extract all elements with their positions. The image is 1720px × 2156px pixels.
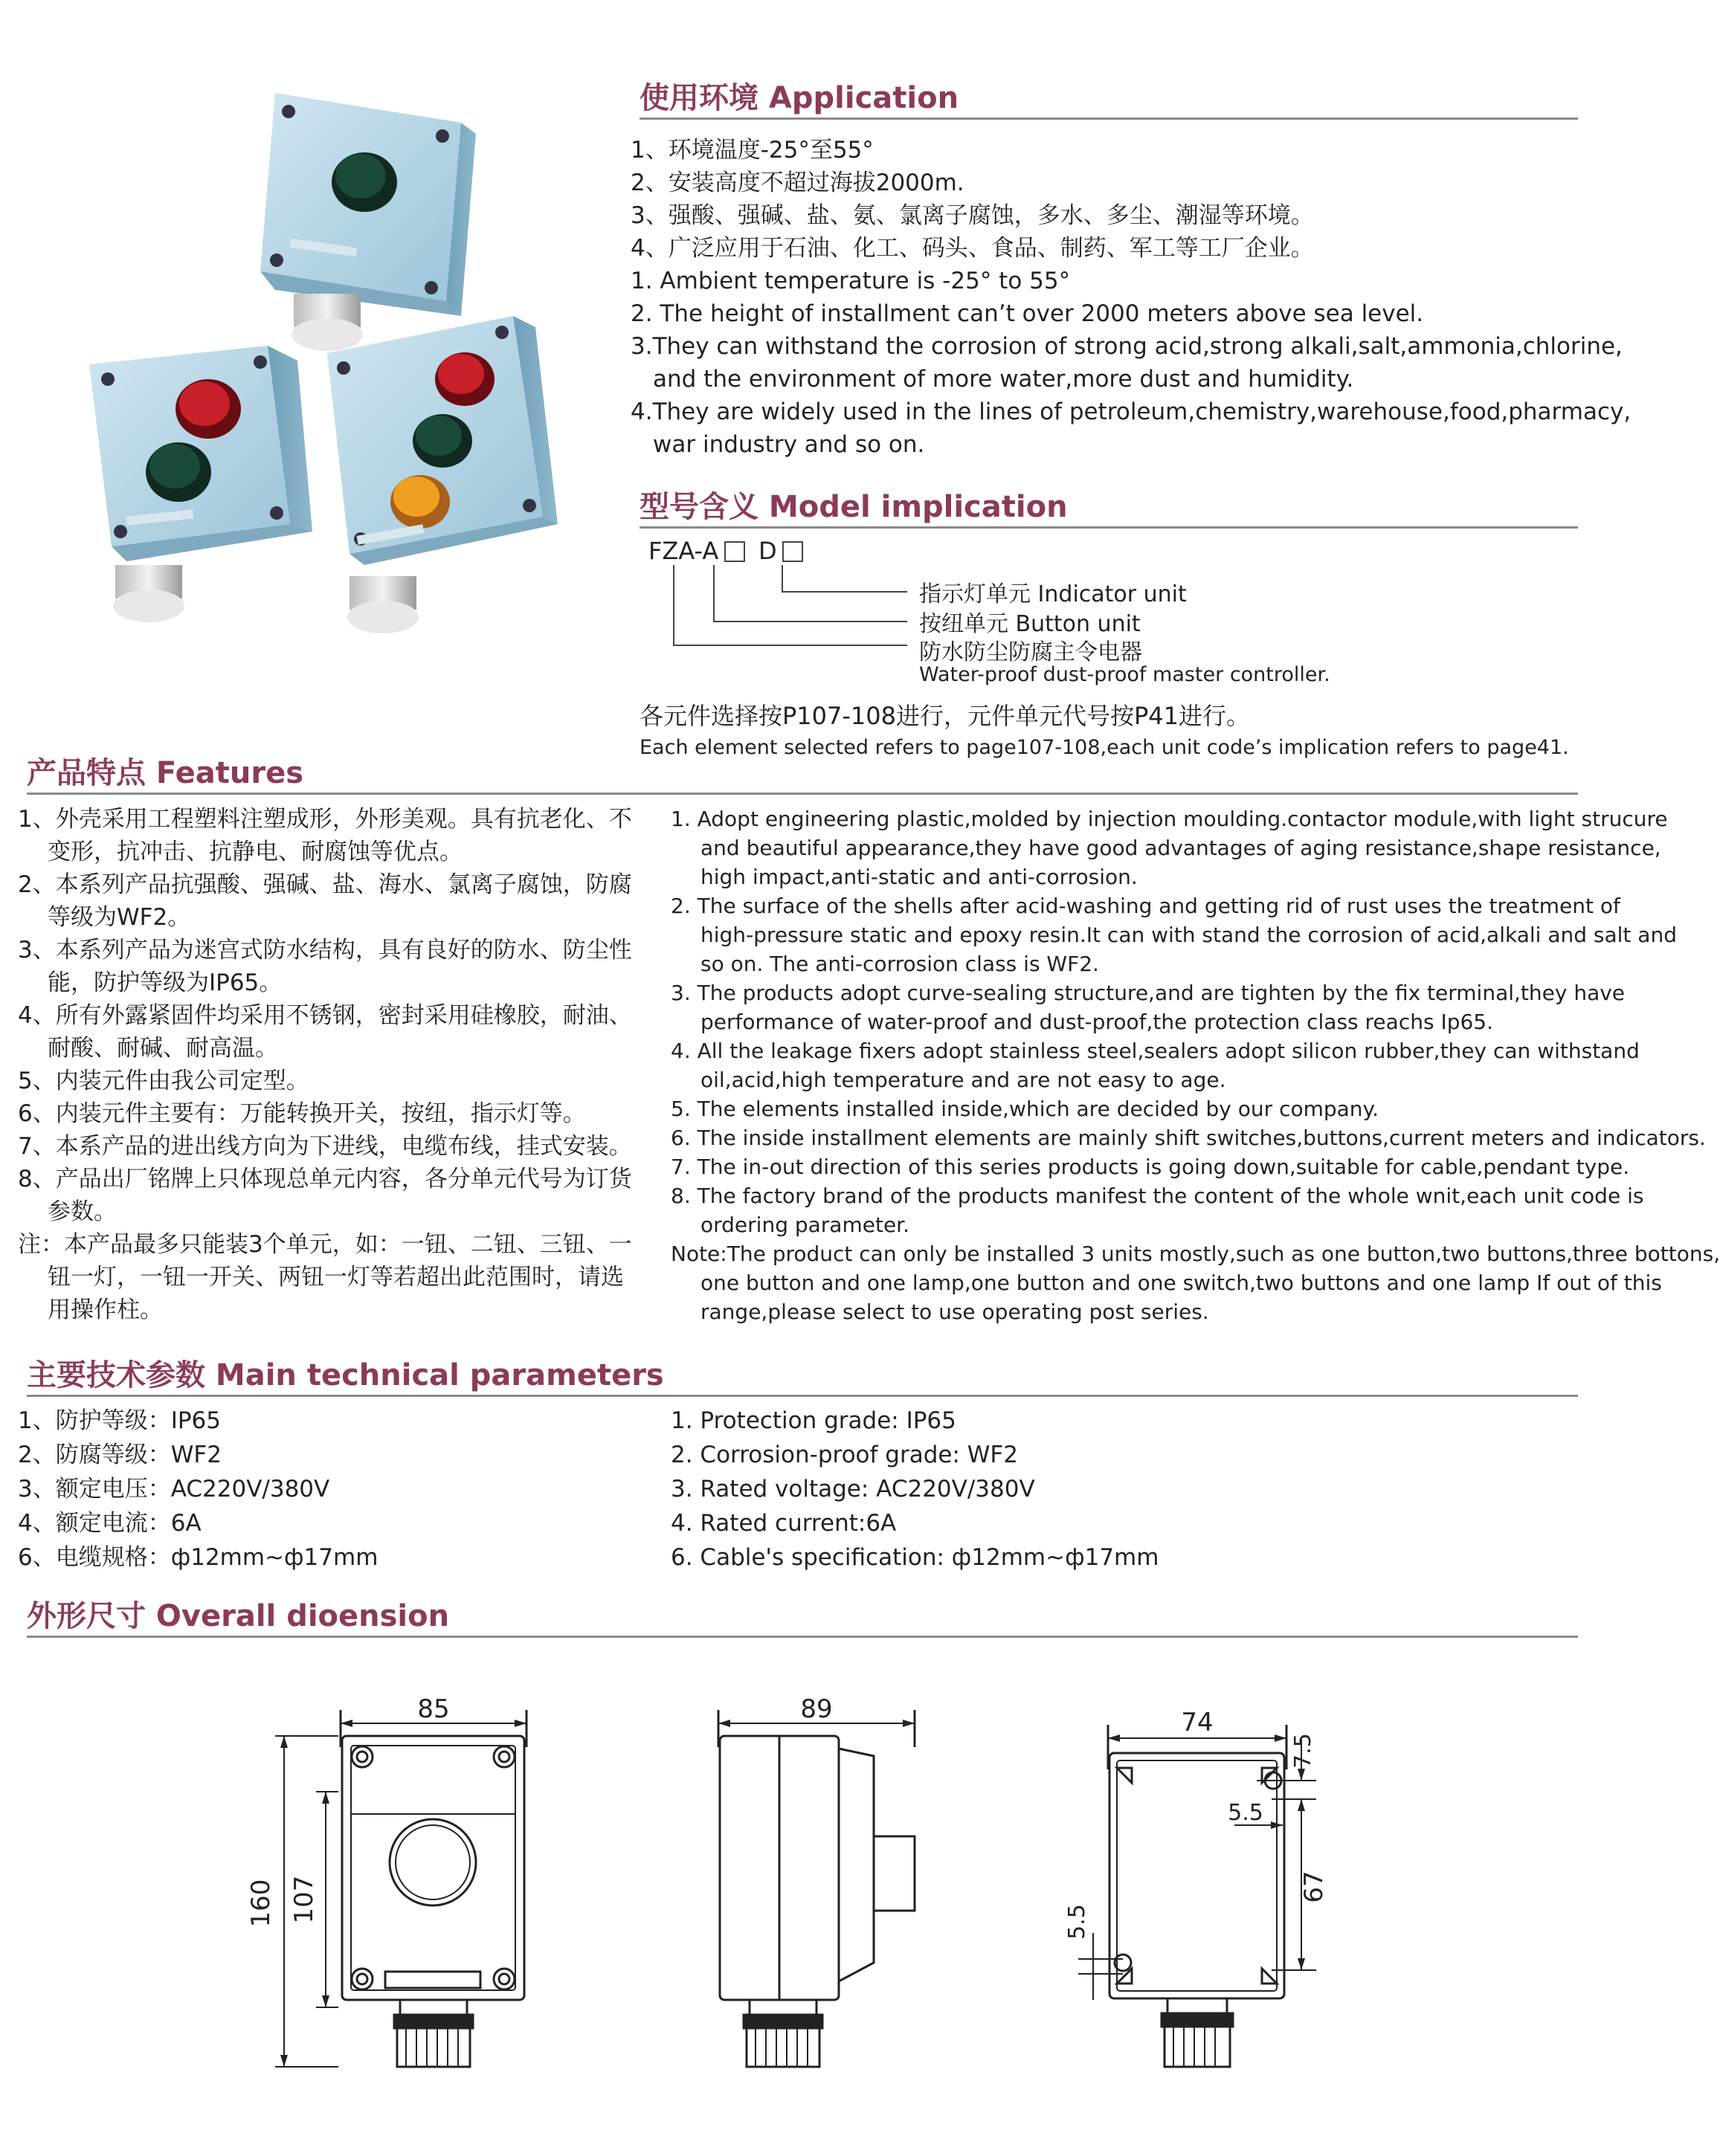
features-cn-line: 用操作柱。 [48,1297,163,1323]
params-cn-line: 4、额定电流：6A [18,1510,202,1537]
model-note-cn: 各元件选择按P107-108进行，元件单元代号按P41进行。 [640,702,1251,730]
enclosure-one-button [260,93,476,351]
features-cn-line: 等级为WF2。 [48,904,191,931]
application-line: 2、安装高度不超过海拔2000m. [631,170,964,196]
back-left-offset-label: 5.5 [1064,1904,1090,1940]
features-cn-line: 5、内装元件由我公司定型。 [18,1068,309,1094]
params-en-line: 6. Cable's specification: ф12mm~ф17mm [671,1544,1159,1571]
params-cn-line: 6、电缆规格：ф12mm~ф17mm [18,1544,379,1571]
front-height-label: 160 [246,1879,276,1928]
back-hole-spacing-label: 67 [1299,1871,1329,1903]
application-line: 1、环境温度-25°至55° [631,137,874,164]
features-cn-line: 钮一灯，一钮一开关、两钮一灯等若超出此范围时，请选 [48,1264,624,1291]
model-leader-lines [654,562,907,651]
model-rule [640,526,1578,529]
enclosure-two-buttons [89,346,312,622]
features-cn-line: 4、所有外露紧固件均采用不锈钢，密封采用硅橡胶，耐油、 [18,1002,632,1029]
features-rule [27,793,1578,795]
features-cn-line: 8、产品出厂铭牌上只体现总单元内容，各分单元代号为订货 [18,1166,632,1192]
features-en-list [671,804,1720,1326]
features-cn-line: 变形，抗冲击、抗静电、耐腐蚀等优点。 [48,839,463,865]
params-cn-list [18,1404,378,1575]
application-rule [640,117,1578,120]
params-heading: 主要技术参数 Main technical parameters [27,1358,664,1392]
params-rule [27,1395,1578,1397]
features-cn-line: 3、本系列产品为迷宫式防水结构，具有良好的防水、防尘性 [18,937,632,964]
features-en-line: 3. The products adopt curve-sealing structure,and are tighten by the fix terminal,they have [671,981,1626,1005]
features-en-line: ordering parameter. [700,1213,910,1237]
features-en-line: one button and one lamp,one button and one switch,two buttons and one lamp If out of this [700,1271,1662,1295]
back-hole-offset-label: 5.5 [1228,1800,1263,1826]
params-en-list [671,1404,1159,1575]
features-cn-list [18,803,632,1326]
features-en-line: 4. All the leakage fixers adopt stainless steel,sealers adopt silicon rubber,they can withstand [671,1039,1640,1063]
application-line: 3.They can withstand the corrosion of strong acid,strong alkali,salt,ammonia,chlorine, [631,333,1623,360]
features-en-line: 5. The elements installed inside,which are decided by our company. [671,1097,1379,1121]
features-cn-line: 2、本系列产品抗强酸、强碱、盐、海水、氯离子腐蚀，防腐 [18,871,632,898]
back-top-label: 7.5 [1290,1733,1316,1769]
features-cn-line: 参数。 [48,1198,117,1225]
params-en-line: 4. Rated current:6A [671,1510,897,1537]
features-cn-line: 6、内装元件主要有：万能转换开关，按纽，指示灯等。 [18,1100,586,1127]
back-width-label: 74 [1181,1708,1214,1737]
features-en-line: 2. The surface of the shells after acid-washing and getting rid of rust uses the treatment of [671,894,1620,918]
features-en-line: performance of water-proof and dust-proof,the protection class reachs Ip65. [700,1010,1494,1034]
application-line: 2. The height of installment can’t over 2000 meters above sea level. [631,300,1424,327]
features-cn-line: 耐酸、耐碱、耐高温。 [48,1035,278,1062]
model-button-label: 按纽单元 Button unit [919,611,1141,637]
features-en-line: 7. The in-out direction of this series products is going down,suitable for cable,pendant type. [671,1155,1630,1179]
params-cn-line: 2、防腐等级：WF2 [18,1442,222,1468]
params-en-line: 2. Corrosion-proof grade: WF2 [671,1442,1018,1468]
params-en-line: 1. Protection grade: IP65 [671,1407,956,1434]
application-line: and the environment of more water,more dust and humidity. [653,366,1354,393]
enclosure-three-buttons [327,316,558,633]
application-heading: 使用环境 Application [640,81,959,115]
model-code-prefix: FZA-A [648,537,719,565]
model-indicator-box [782,541,803,562]
dimension-rule [27,1636,1578,1638]
model-note-en: Each element selected refers to page107-108,each unit code’s implication refers to page41. [640,736,1569,759]
features-heading: 产品特点 Features [27,756,304,790]
model-button-box [724,541,745,562]
params-en-line: 3. Rated voltage: AC220V/380V [671,1476,1035,1503]
features-en-line: high-pressure static and epoxy resin.It can with stand the corrosion of acid,alkali and salt and [700,923,1677,947]
back-view-drawing [1049,1695,1331,2082]
model-controller-cn: 防水防尘防腐主令电器 [919,639,1142,665]
application-line: 4.They are widely used in the lines of petroleum,chemistry,warehouse,food,pharmacy, [631,398,1632,425]
model-heading: 型号含义 Model implication [640,490,1068,524]
model-controller-en: Water-proof dust-proof master controller. [919,663,1330,686]
application-line: 1. Ambient temperature is -25° to 55° [631,268,1071,294]
application-line: war industry and so on. [653,431,925,458]
model-indicator-label: 指示灯单元 Indicator unit [919,581,1187,607]
product-photo [74,71,565,665]
features-en-line: 1. Adopt engineering plastic,molded by injection moulding.contactor module,with light strucure [671,807,1668,831]
side-view-drawing [706,1695,930,2082]
model-code-d: D [758,537,777,565]
features-en-line: range,please select to use operating post series. [700,1300,1209,1324]
application-line: 3、强酸、强碱、盐、氨、氯离子腐蚀，多水、多尘、潮湿等环境。 [631,202,1314,229]
features-cn-line: 能，防护等级为IP65。 [48,969,283,996]
params-cn-line: 1、防护等级：IP65 [18,1407,222,1434]
features-en-line: Note:The product can only be installed 3 units mostly,such as one button,two buttons,three bottons, [671,1242,1720,1266]
features-cn-line: 注：本产品最多只能装3个单元，如：一钮、二钮、三钮、一 [18,1231,632,1258]
front-inner-height-label: 107 [289,1875,319,1924]
features-en-line: oil,acid,high temperature and are not easy to age. [700,1068,1226,1092]
application-list [631,134,1631,461]
params-cn-line: 3、额定电压：AC220V/380V [18,1476,330,1503]
features-cn-line: 1、外壳采用工程塑料注塑成形，外形美观。具有抗老化、不 [18,806,632,833]
front-width-label: 85 [417,1694,450,1724]
features-en-line: high impact,anti-static and anti-corrosion. [700,865,1138,889]
features-en-line: 6. The inside installment elements are mainly shift switches,buttons,current meters and indicators. [671,1126,1706,1150]
features-en-line: 8. The factory brand of the products manifest the content of the whole wnit,each unit code is [671,1184,1644,1208]
features-en-line: and beautiful appearance,they have good advantages of aging resistance,shape resistance, [700,836,1661,860]
features-en-line: so on. The anti-corrosion class is WF2. [700,952,1099,976]
side-width-label: 89 [800,1694,833,1724]
features-cn-line: 7、本系产品的进出线方向为下进线，电缆布线，挂式安装。 [18,1133,632,1160]
application-line: 4、广泛应用于石油、化工、码头、食品、制药、军工等工厂企业。 [631,235,1314,262]
front-view-drawing [238,1695,550,2082]
dimension-heading: 外形尺寸 Overall dioension [27,1599,450,1633]
